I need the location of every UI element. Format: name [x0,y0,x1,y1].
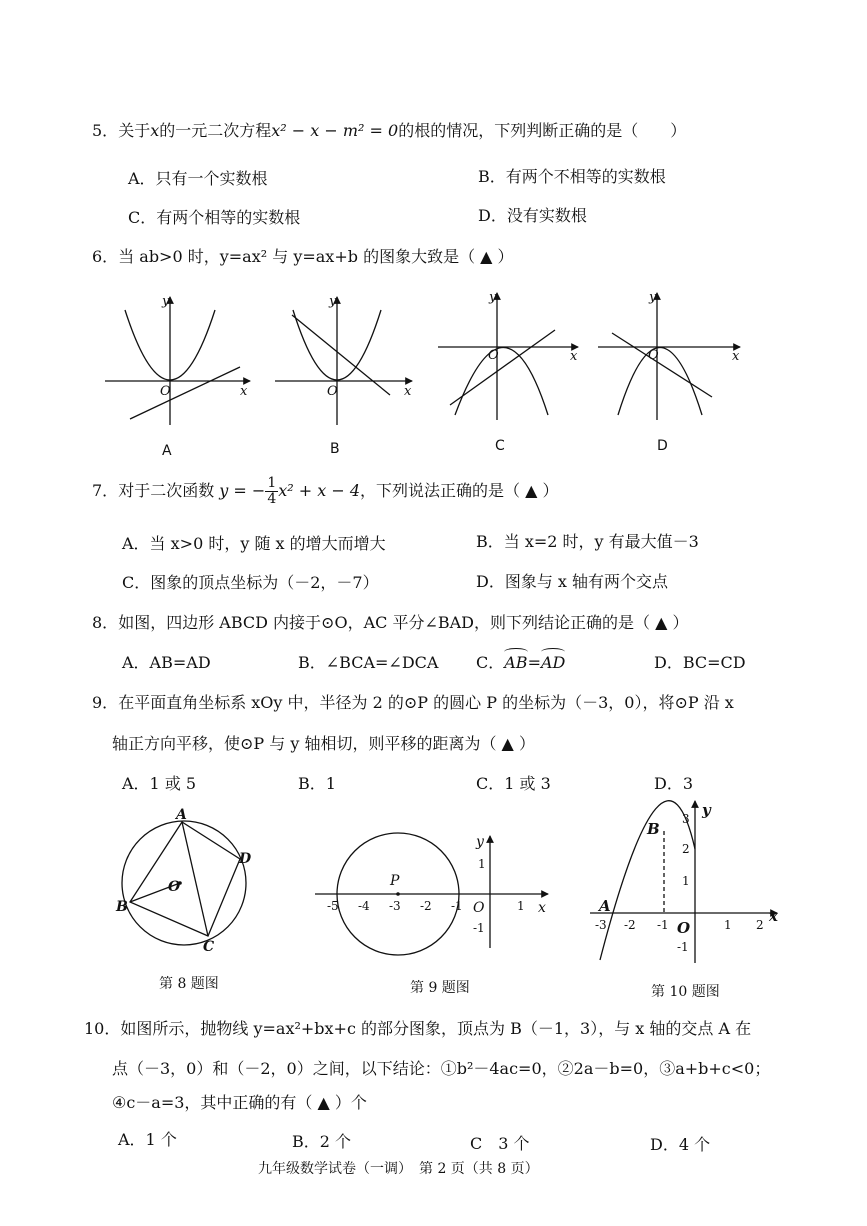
fig9-tick-neg4: -4 [358,899,370,913]
graph-d-y-label: y [649,290,657,305]
q5-stem [92,118,686,141]
q8-arc-ab: AB [504,653,528,672]
fig10-tick-neg2: -2 [624,918,636,932]
graph-d-label: D [657,438,668,454]
q7-option-b: B．当 x=2 时，y 有最大值－3 [476,532,699,551]
fig10-origin: O [677,919,691,937]
q10-option-b: B．2 个 [292,1132,352,1151]
q8-number: 8． [92,613,119,632]
q8-option-a: A．AB=AD [122,653,211,672]
q5-stem-pre: 关于 [118,121,151,140]
fig10-ytick-2: 2 [682,842,690,856]
fig9-caption: 第 9 题图 [410,980,470,996]
q5-number: 5． [92,121,119,140]
fig9-tick-neg2: -2 [420,899,432,913]
fig10-caption: 第 10 题图 [651,984,720,1000]
q7-stem [92,476,559,507]
q7-option-d: D．图象与 x 轴有两个交点 [476,572,669,591]
fig8-label-o: O [168,879,181,895]
figure-10 [585,795,785,970]
fig8-label-a: A [176,807,187,823]
q6-stem-text: 当 ab>0 时，y=ax² 与 y=ax+b 的图象大致是（ ▲ ） [118,247,514,266]
q5-option-c: C．有两个相等的实数根 [128,208,301,227]
q7-stem-pre: 对于二次函数 [118,481,215,500]
fig10-tick-neg1: -1 [657,918,669,932]
fig9-ytick-1: 1 [478,857,486,871]
q5-option-a: A．只有一个实数根 [128,169,268,188]
q5-stem-post: 的根的情况，下列判断正确的是（ ） [398,121,687,140]
fig10-tick-1: 1 [724,918,732,932]
fig9-center-dot [396,892,400,896]
q10-option-a: A．1 个 [118,1130,177,1149]
q9-line1 [92,690,734,713]
q5-option-b: B．有两个不相等的实数根 [478,167,666,186]
graph-b-origin: O [327,384,338,399]
q7-option-a: A．当 x>0 时，y 随 x 的增大而增大 [122,534,386,553]
q7-func-lhs: y = − [219,481,266,500]
graph-c-origin: O [488,348,499,363]
graph-d-origin: O [648,348,659,363]
graph-c-parabola [455,348,548,416]
q10-line3: ④c－a=3，其中正确的有（ ▲ ）个 [112,1093,367,1112]
graph-d-x-label: x [732,349,740,364]
page-footer: 九年级数学试卷（一调） 第 2 页（共 8 页） [258,1161,539,1177]
q7-frac-num: 1 [267,475,277,491]
graph-c-x-label: x [570,349,578,364]
q9-option-b: B．1 [298,774,336,793]
fig9-tick-neg5: -5 [327,899,339,913]
q10-option-d: D．4 个 [650,1135,711,1154]
fig9-tick-neg3: -3 [389,899,401,913]
q7-fraction [265,476,278,507]
figure-8 [110,805,260,955]
fig10-ytick-neg1: -1 [677,940,689,954]
fig9-tick-1: 1 [517,899,525,913]
q8-option-c-prefix: C． [476,653,505,672]
q10-line2: 点（－3，0）和（－2，0）之间，以下结论：①b²－4ac=0，②2a－b=0，③a+b+c<0； [112,1059,771,1078]
graph-c-y-label: y [489,290,497,305]
q7-number: 7． [92,481,119,500]
q10-line1 [84,1016,751,1039]
fig10-tick-2: 2 [756,918,764,932]
fig9-y-label: y [476,834,484,850]
q9-line1-text: 在平面直角坐标系 xOy 中，半径为 2 的⊙P 的圆心 P 的坐标为（－3，0），将⊙P 沿 x [118,693,734,712]
fig8-circle [122,821,246,945]
fig8-diagonal-ac [182,822,208,936]
fig9-tick-neg1: -1 [451,899,463,913]
graph-a-label: A [162,443,172,459]
q7-stem-post: ，下列说法正确的是（ ▲ ） [360,481,559,500]
fig10-x-label: x [769,907,778,925]
q5-stem-mid: 的一元二次方程 [159,121,272,140]
graph-a-y-label: y [162,294,170,309]
graph-d-line [612,333,712,397]
q8-option-d: D．BC=CD [654,653,746,672]
q6-stem [92,244,514,267]
q9-option-d: D．3 [654,774,694,793]
q8-option-c [476,650,565,673]
q8-option-b: B．∠BCA=∠DCA [298,653,439,672]
q9-option-c: C．1 或 3 [476,774,551,793]
q10-number: 10． [84,1019,121,1038]
q6-graphs [100,285,760,465]
q7-frac-den: 4 [267,491,277,507]
fig10-tick-neg3: -3 [595,918,607,932]
fig10-y-label: y [702,801,711,819]
fig9-ytick-neg1: -1 [473,921,485,935]
q8-stem-text: 如图，四边形 ABCD 内接于⊙O，AC 平分∠BAD，则下列结论正确的是（ ▲ ） [118,613,689,632]
graph-c-label: C [495,438,505,454]
q7-func-rhs: x² + x − 4 [278,481,361,500]
fig8-label-c: C [203,939,215,955]
graph-b-y-label: y [329,294,337,309]
graph-a-origin: O [160,384,171,399]
q5-stem-var: x [150,121,160,140]
q9-number: 9． [92,693,119,712]
fig10-ytick-1: 1 [682,874,690,888]
q5-option-d: D．没有实数根 [478,206,587,225]
graph-b-label: B [330,441,340,457]
q8-arc-ad: AD [540,653,566,672]
graph-b-x-label: x [404,384,412,399]
q8-stem [92,610,688,633]
fig8-quadrilateral [130,822,240,936]
fig10-ytick-3: 3 [682,812,690,826]
graph-d-parabola [618,348,702,416]
q10-line1-text: 如图所示，抛物线 y=ax²+bx+c 的部分图象，顶点为 B（－1，3），与 x 轴的交点 A 在 [120,1019,752,1038]
q6-number: 6． [92,247,119,266]
fig8-caption: 第 8 题图 [159,976,219,992]
q5-equation: x² − x − m² = 0 [271,121,399,140]
fig9-label-p: P [390,873,400,889]
q9-line2: 轴正方向平移，使⊙P 与 y 轴相切，则平移的距离为（ ▲ ） [112,734,535,753]
figure-9 [310,830,560,980]
q7-option-c: C．图象的顶点坐标为（－2，－7） [122,573,379,592]
q8-option-c-eq: = [527,653,541,672]
fig10-label-b: B [647,820,660,838]
fig10-label-a: A [599,897,611,915]
q9-option-a: A．1 或 5 [122,774,197,793]
fig8-label-d: D [239,851,252,867]
fig9-x-label: x [538,900,546,916]
graph-c-line [450,330,555,405]
q10-option-c: C 3 个 [470,1134,530,1153]
graph-a-line [130,367,240,419]
fig9-origin: O [473,900,485,916]
graph-a-x-label: x [240,384,248,399]
fig8-label-b: B [116,899,128,915]
